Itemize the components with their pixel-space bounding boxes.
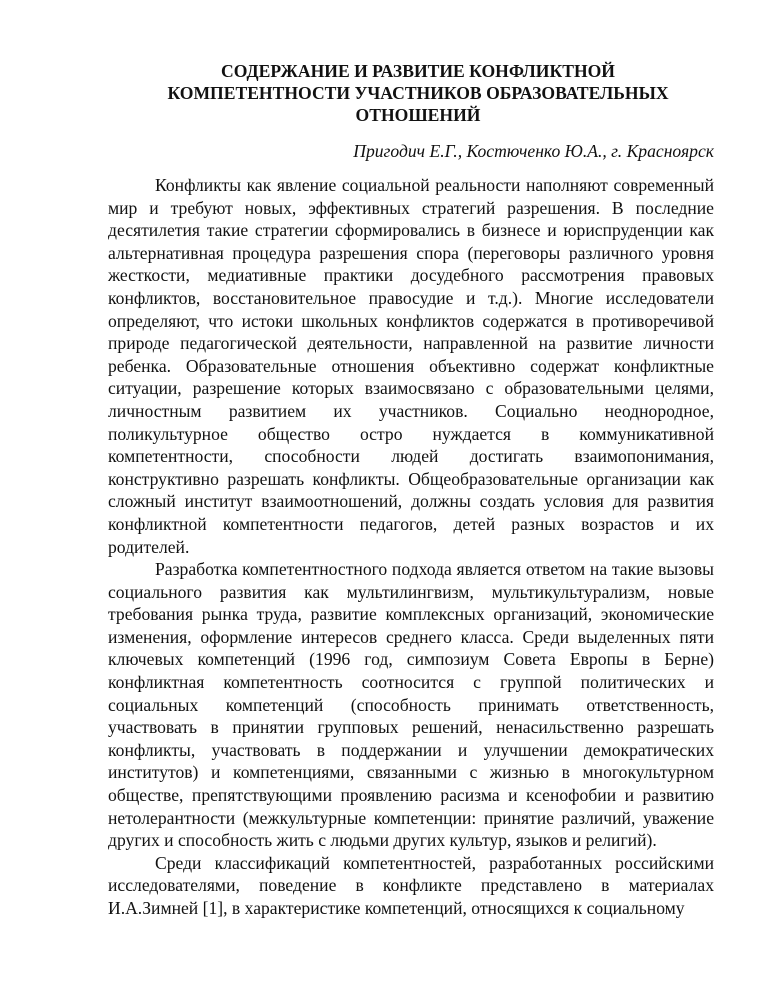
authors-line: Пригодич Е.Г., Костюченко Ю.А., г. Красноярск [353,141,714,161]
document-page [108,60,714,920]
paragraph-2: Разработка компетентностного подхода является ответом на такие вызовы социального развития как мультилингвизм, мультикультурализм, новые требования рынка труда, развитие комплексных организаций, экономические изменения, оформление интересов среднего класса. Среди выделенных пяти ключевых компетенций (1996 год, симпозиум Совета Европы в Берне) конфликтная компетентность соотносится с группой политических и социальных компетенций (способность принимать ответственность, участвовать в принятии групповых решений, ненасильственно разрешать конфликты, участвовать в поддержании и улучшении демократических институтов) и компетенциями, связанными с жизнью в многокультурном обществе, препятствующими проявлению расизма и ксенофобии и развитию нетолерантности (межкультурные компетенции: принятие различий, уважение других и способность жить с людьми других культур, языков и религий). [108,559,714,851]
title-line-1: СОДЕРЖАНИЕ И РАЗВИТИЕ КОНФЛИКТНОЙ [220,61,615,81]
paragraph-3: Среди классификаций компетентностей, разработанных российскими исследователями, поведение в конфликте представлено в материалах И.А.Зимней [1], в характеристике компетенций, относящихся к социальному [108,852,714,918]
title-line-3: ОТНОШЕНИЙ [355,105,481,125]
article-title [108,60,714,126]
paragraph-1: Конфликты как явление социальной реальности наполняют современный мир и требуют новых, эффективных стратегий разрешения. В последние десятилетия такие стратегии сформировались в бизнесе и юриспруденции как альтернативная процедура разрешения спора (переговоры различного уровня жесткости, медиативные практики досудебного рассмотрения правовых конфликтов, восстановительное правосудие и т.д.). Многие исследователи определяют, что истоки школьных конфликтов содержатся в противоречивой природе педагогической деятельности, направленной на развитие личности ребенка. Образовательные отношения объективно содержат конфликтные ситуации, разрешение которых взаимосвязано с образовательными целями, личностным развитием их участников. Социально неоднородное, поликультурное общество остро нуждается в коммуникативной компетентности, способности людей достигать взаимопонимания, конструктивно разрешать конфликты. Общеобразовательные организации как сложный институт взаимоотношений, должны создать условия для развития конфликтной компетентности педагогов, детей разных возрастов и их родителей. [108,175,714,557]
title-line-2: КОМПЕТЕНТНОСТИ УЧАСТНИКОВ ОБРАЗОВАТЕЛЬНЫХ [167,83,669,103]
